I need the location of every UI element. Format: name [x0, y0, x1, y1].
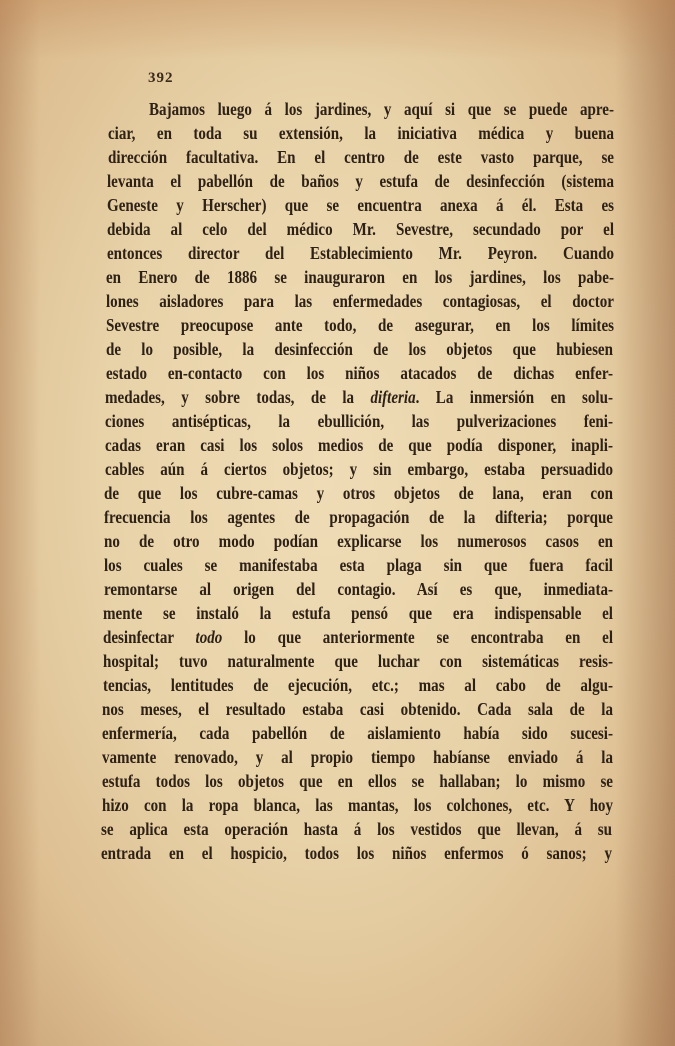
text-line — [101, 841, 612, 865]
text-span: entonces director del Establecimiento Mr. Peyron. Cuando — [107, 243, 614, 263]
text-span: lones aisladores para las enfermedades contagiosas, el doctor — [106, 291, 614, 311]
text-span: de lo posible, la desinfección de los objetos que hubiesen — [106, 339, 613, 359]
text-span: estufa todos los objetos que en ellos se hallaban; lo mismo se — [102, 771, 613, 791]
text-line — [107, 193, 614, 217]
text-line — [105, 409, 613, 433]
text-line — [102, 793, 613, 817]
text-span: dirección facultativa. En el centro de este vasto parque, se — [108, 147, 614, 167]
text-line — [106, 265, 614, 289]
text-line — [104, 577, 613, 601]
text-span: ciar, en toda su extensión, la iniciativa médica y buena — [108, 123, 614, 143]
text-line — [106, 337, 613, 361]
text-span: estado en-contacto con los niños atacados de dichas enfer- — [106, 363, 613, 383]
text-line — [107, 169, 614, 193]
text-span: Sevestre preocupose ante todo, de asegurar, en los límites — [106, 315, 614, 335]
text-span: entrada en el hospicio, todos los niños enfermos ó sanos; y — [101, 843, 612, 863]
text-span: mente se instaló la estufa pensó que era indispensable el — [103, 603, 613, 623]
text-line — [103, 649, 613, 673]
text-span: Bajamos luego á los jardines, y aquí si que se puede apre- — [149, 99, 614, 119]
text-span: enfermería, cada pabellón de aislamiento había sido sucesi- — [102, 723, 613, 743]
text-line — [107, 241, 614, 265]
text-span: desinfectar — [103, 627, 196, 647]
text-span: cables aún á ciertos objetos; y sin embargo, estaba persuadido — [105, 459, 613, 479]
italic-word: difteria — [370, 387, 416, 407]
text-span: frecuencia los agentes de propagación de la difteria; porque — [104, 507, 613, 527]
text-line — [104, 529, 613, 553]
text-span: remontarse al origen del contagio. Así es que, inmediata- — [104, 579, 613, 599]
text-line — [102, 721, 613, 745]
text-span: levanta el pabellón de baños y estufa de desinfección (sistema — [107, 171, 614, 191]
text-line — [103, 673, 613, 697]
text-span: Geneste y Herscher) que se encuentra anexa á él. Esta es — [107, 195, 614, 215]
text-span: nos meses, el resultado estaba casi obtenido. Cada sala de la — [102, 699, 613, 719]
text-span: vamente renovado, y al propio tiempo habíanse enviado á la — [102, 747, 613, 767]
text-span: medades, y sobre todas, de la — [105, 387, 371, 407]
text-line — [107, 217, 614, 241]
italic-word: todo — [195, 627, 223, 647]
text-span: . La inmersión en solu- — [415, 387, 613, 407]
text-line — [102, 769, 613, 793]
text-line — [104, 553, 613, 577]
text-line — [102, 697, 613, 721]
text-span: en Enero de 1886 se inauguraron en los jardines, los pabe- — [106, 267, 614, 287]
text-line — [106, 313, 614, 337]
text-span: se aplica esta operación hasta á los vestidos que llevan, á su — [101, 819, 612, 839]
text-span: ciones antisépticas, la ebullición, las pulverizaciones feni- — [105, 411, 613, 431]
text-line — [101, 817, 612, 841]
text-line — [105, 385, 613, 409]
text-line — [106, 289, 614, 313]
text-line — [104, 505, 613, 529]
text-line — [108, 145, 614, 169]
text-line — [103, 625, 613, 649]
text-line — [106, 361, 613, 385]
text-line — [149, 97, 614, 121]
text-span: lo que anteriormente se encontraba en el — [222, 627, 614, 647]
text-span: debida al celo del médico Mr. Sevestre, secundado por el — [107, 219, 614, 239]
text-line — [105, 457, 613, 481]
text-span: cadas eran casi los solos medios de que podía disponer, inapli- — [105, 435, 613, 455]
text-line — [104, 481, 613, 505]
text-line — [105, 433, 613, 457]
text-line — [102, 745, 613, 769]
text-span: no de otro modo podían explicarse los numerosos casos en — [104, 531, 613, 551]
text-line — [108, 121, 614, 145]
text-span: los cuales se manifestaba esta plaga sin que fuera facil — [104, 555, 613, 575]
text-span: hizo con la ropa blanca, las mantas, los colchones, etc. Y hoy — [102, 795, 613, 815]
page-number: 392 — [148, 70, 174, 86]
text-span: de que los cubre-camas y otros objetos de lana, eran con — [104, 483, 613, 503]
text-span: hospital; tuvo naturalmente que luchar con sistemáticas resis- — [103, 651, 613, 671]
text-span: tencias, lentitudes de ejecución, etc.; mas al cabo de algu- — [103, 675, 613, 695]
text-line — [103, 601, 613, 625]
